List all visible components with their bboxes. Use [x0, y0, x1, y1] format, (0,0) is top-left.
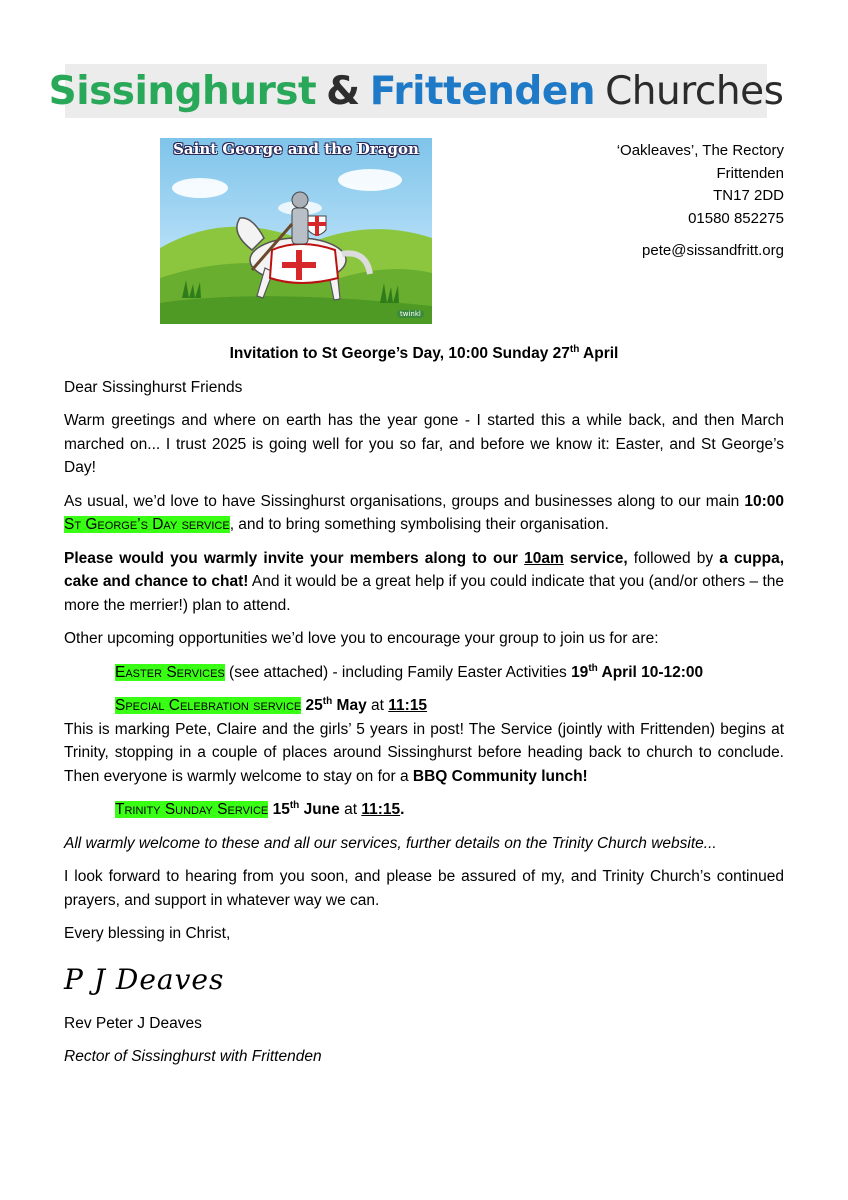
list-item-trinity-sunday: Trinity Sunday Service 15th June at 11:15.	[115, 799, 405, 818]
banner-ampersand: &	[326, 68, 360, 114]
paragraph-invitation: As usual, we’d love to have Sissinghurst organisations, groups and businesses along to our main 10:00 St George’s Day service, and to bring something symbolising their organisation.	[64, 492, 784, 533]
saint-george-image	[160, 138, 432, 324]
list-item-celebration: Special Celebration service 25th May at 11:15	[115, 695, 428, 714]
address-email: pete@sissandfritt.org	[642, 242, 784, 259]
paragraph-welcome: All warmly welcome to these and all our services, further details on the Trinity Church website...	[64, 834, 717, 852]
knight-illustration	[160, 138, 432, 324]
address-phone: 01580 852275	[688, 209, 784, 227]
address-line-2: Frittenden	[716, 164, 784, 182]
closing-line: Every blessing in Christ,	[64, 925, 231, 942]
paragraph-closing: I look forward to hearing from you soon, and please be assured of my, and Trinity Church’s continued prayers, and support in whatever way we can.	[64, 868, 784, 909]
paragraph-greetings: Warm greetings and where on earth has the year gone - I started this a while back, and then March marched on... I trust 2025 is going well for you so far, and before we know it: Easter, and St George’s Day!	[64, 412, 784, 476]
banner-frittenden: Frittenden	[369, 68, 596, 114]
address-postcode: TN17 2DD	[713, 187, 784, 204]
letter-heading: Invitation to St George’s Day, 10:00 Sunday 27th April	[229, 343, 619, 362]
salutation: Dear Sissinghurst Friends	[64, 378, 243, 396]
address-line-1: ‘Oakleaves’, The Rectory	[616, 142, 784, 159]
st-georges-highlight: St George’s Day service	[64, 516, 230, 533]
address-block	[617, 140, 784, 263]
celebration-description: This is marking Pete, Claire and the girls’ 5 years in post! The Service (jointly with Frittenden) begins at Trinity, stopping in a couple of places around Sissinghurst before heading back to church to conclude. Then everyone is warmly welcome to stay on for a BBQ Community lunch!	[64, 720, 784, 785]
banner-churches: Churches	[605, 68, 784, 114]
signatory-role: Rector of Sissinghurst with Frittenden	[64, 1048, 322, 1065]
banner-sissinghurst: Sissinghurst	[48, 68, 317, 114]
signature: P J Deaves	[64, 962, 225, 996]
picture-badge: twinkl	[397, 310, 424, 318]
picture-title: Saint George and the Dragon	[173, 140, 419, 158]
list-item-easter: Easter Services (see attached) - including Family Easter Activities 19th April 10-12:00	[115, 662, 704, 681]
church-banner	[48, 64, 784, 118]
paragraph-request: Please would you warmly invite your members along to our 10am service, followed by a cuppa, cake and chance to chat! And it would be a great help if you could indicate that you (and/or others – the more the merrier!) plan to attend.	[64, 549, 784, 614]
paragraph-opportunities: Other upcoming opportunities we’d love you to encourage your group to join us for are:	[64, 630, 659, 647]
letter-body	[64, 342, 784, 1079]
signatory-name: Rev Peter J Deaves	[64, 1014, 202, 1032]
